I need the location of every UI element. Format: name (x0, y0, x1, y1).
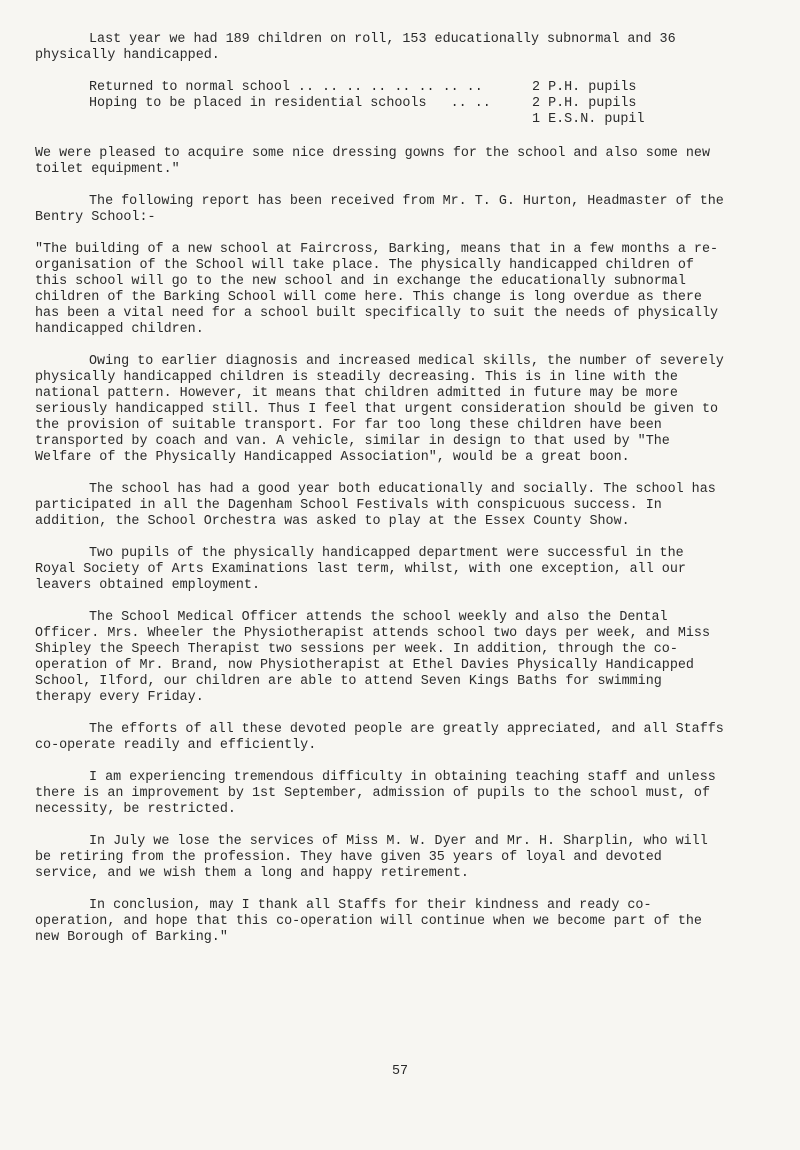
paragraph: The School Medical Officer attends the school weekly and also the Dental Officer. Mrs. Wheeler the Physiotherapist attends school two days per week, and Miss Shipley the Speech Therapist two sessions per week. In addition, through the co-operation of Mr. Brand, now Physiotherapist at Ethel Davies Physically Handicapped School, Ilford, our children are able to attend Seven Kings Baths for swimming therapy every Friday. (35, 610, 719, 705)
paragraph: "The building of a new school at Faircross, Barking, means that in a few months a re-organisation of the School will take place. The physically handicapped children of this school will go to the new school and in exchange the educationally subnormal children of the Barking School will come here. This change is long overdue as there has been a vital need for a school built specifically to suit the needs of physically handicapped children. (35, 242, 727, 337)
list-item-value: 1 E.S.N. pupil (532, 112, 645, 127)
list-item (89, 112, 725, 128)
list-item-value: 2 P.H. pupils (532, 96, 637, 111)
list-item-value: 2 P.H. pupils (532, 80, 637, 95)
paragraph: In July we lose the services of Miss M. W. Dyer and Mr. H. Sharplin, who will be retiring from the profession. They have given 35 years of loyal and devoted service, and we wish them a long and happy retirement. (35, 834, 716, 881)
list-item (89, 80, 725, 96)
paragraph: The efforts of all these devoted people are greatly appreciated, and all Staffs co-operate readily and efficiently. (35, 722, 732, 753)
paragraph: The following report has been received from Mr. T. G. Hurton, Headmaster of the Bentry School:- (35, 194, 732, 225)
document-page (35, 32, 732, 962)
paragraph-roll-summary: Last year we had 189 children on roll, 153 educationally subnormal and 36 physically handicapped. (35, 32, 684, 63)
list-item-label: Hoping to be placed in residential schools .. .. (89, 96, 491, 111)
page-number: 57 (391, 1064, 409, 1079)
paragraph: We were pleased to acquire some nice dressing gowns for the school and also some new toilet equipment." (35, 146, 719, 177)
paragraph: I am experiencing tremendous difficulty in obtaining teaching staff and unless there is an improvement by 1st September, admission of pupils to the school must, of necessity, be restricted. (35, 770, 724, 817)
paragraph: In conclusion, may I thank all Staffs for their kindness and ready co-operation, and hope that this co-operation will continue when we become part of the new Borough of Barking." (35, 898, 711, 945)
paragraph: Owing to earlier diagnosis and increased medical skills, the number of severely physically handicapped children is steadily decreasing. This is in line with the national pattern. However, it means that children admitted in future may be more seriously handicapped still. Thus I feel that urgent consideration should be given to the provision of suitable transport. For far too long these children have been transported by coach and van. A vehicle, similar in design to that used by "The Welfare of the Physically Handicapped Association", would be a great boon. (35, 354, 732, 465)
paragraph: Two pupils of the physically handicapped department were successful in the Royal Society of Arts Examinations last term, whilst, with one exception, all our leavers obtained employment. (35, 546, 694, 593)
list-item-label (89, 112, 532, 128)
list-item-label: Returned to normal school .. .. .. .. .. .. .. .. (89, 80, 483, 95)
paragraph: The school has had a good year both educationally and socially. The school has participated in all the Dagenham School Festivals with conspicuous success. In addition, the School Orchestra was asked to play at the Essex County Show. (35, 482, 724, 529)
placement-list (89, 80, 725, 128)
list-item (89, 96, 725, 112)
